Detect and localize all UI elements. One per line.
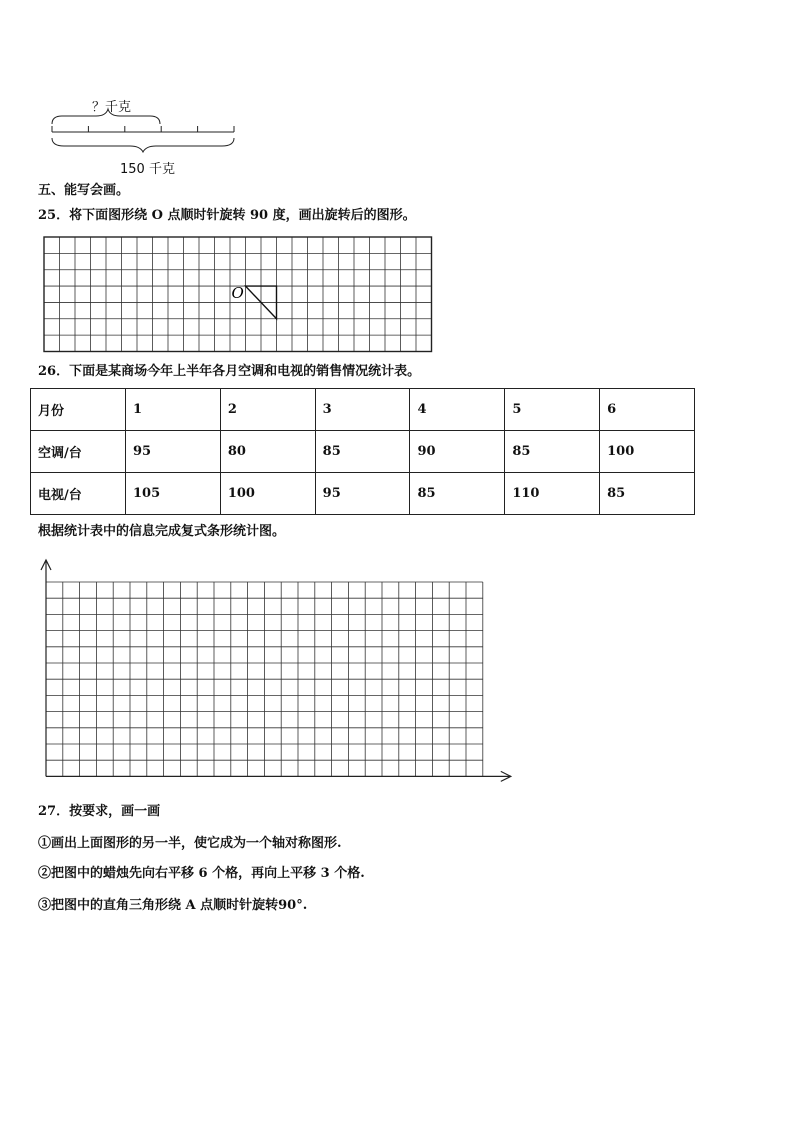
- q27-item-2: ②把图中的蜡烛先向右平移 6 个格，再向上平移 3 个格.: [38, 866, 365, 881]
- section-title: 五、能写会画。: [38, 183, 130, 198]
- table-row: [31, 473, 695, 515]
- q25-text: 25．将下面图形绕 O 点顺时针旋转 90 度，画出旋转后的图形。: [38, 208, 416, 223]
- table-cell: 110: [505, 473, 600, 515]
- table-cell: 95: [315, 473, 410, 515]
- table-cell: 空调/台: [31, 431, 126, 473]
- table-cell: 6: [600, 389, 695, 431]
- bottom-brace: [52, 138, 234, 152]
- q27-title: 27．按要求，画一画: [38, 804, 161, 819]
- table-cell: 105: [126, 473, 221, 515]
- q27-item-1: ①画出上面图形的另一半，使它成为一个轴对称图形.: [38, 836, 342, 851]
- q27-item-3: ③把图中的直角三角形绕 A 点顺时针旋转90°.: [38, 898, 308, 913]
- table-cell: 月份: [31, 389, 126, 431]
- table-cell: 90: [410, 431, 505, 473]
- table-cell: 3: [315, 389, 410, 431]
- top-brace: [52, 109, 160, 124]
- table-row: [31, 431, 695, 473]
- rotation-grid: [42, 235, 432, 353]
- table-cell: 85: [505, 431, 600, 473]
- table-cell: 85: [410, 473, 505, 515]
- table-cell: 1: [126, 389, 221, 431]
- table-cell: 85: [600, 473, 695, 515]
- point-o-label: O: [231, 284, 244, 303]
- segment-diagram: [48, 112, 248, 152]
- diagram-top-label: ？千克: [92, 100, 132, 115]
- table-cell: 100: [600, 431, 695, 473]
- segment-ticks: [52, 126, 234, 132]
- bar-chart-grid: [36, 556, 506, 786]
- table-cell: 80: [220, 431, 315, 473]
- diagram-bottom-label: 150 千克: [120, 162, 175, 177]
- table-cell: 4: [410, 389, 505, 431]
- table-cell: 100: [220, 473, 315, 515]
- table-cell: 电视/台: [31, 473, 126, 515]
- sales-table: [30, 388, 695, 515]
- table-cell: 95: [126, 431, 221, 473]
- table-cell: 85: [315, 431, 410, 473]
- q26-text: 26．下面是某商场今年上半年各月空调和电视的销售情况统计表。: [38, 364, 421, 379]
- table-cell: 5: [505, 389, 600, 431]
- table-cell: 2: [220, 389, 315, 431]
- chart-instruction: 根据统计表中的信息完成复式条形统计图。: [38, 524, 286, 539]
- table-header-row: [31, 389, 695, 431]
